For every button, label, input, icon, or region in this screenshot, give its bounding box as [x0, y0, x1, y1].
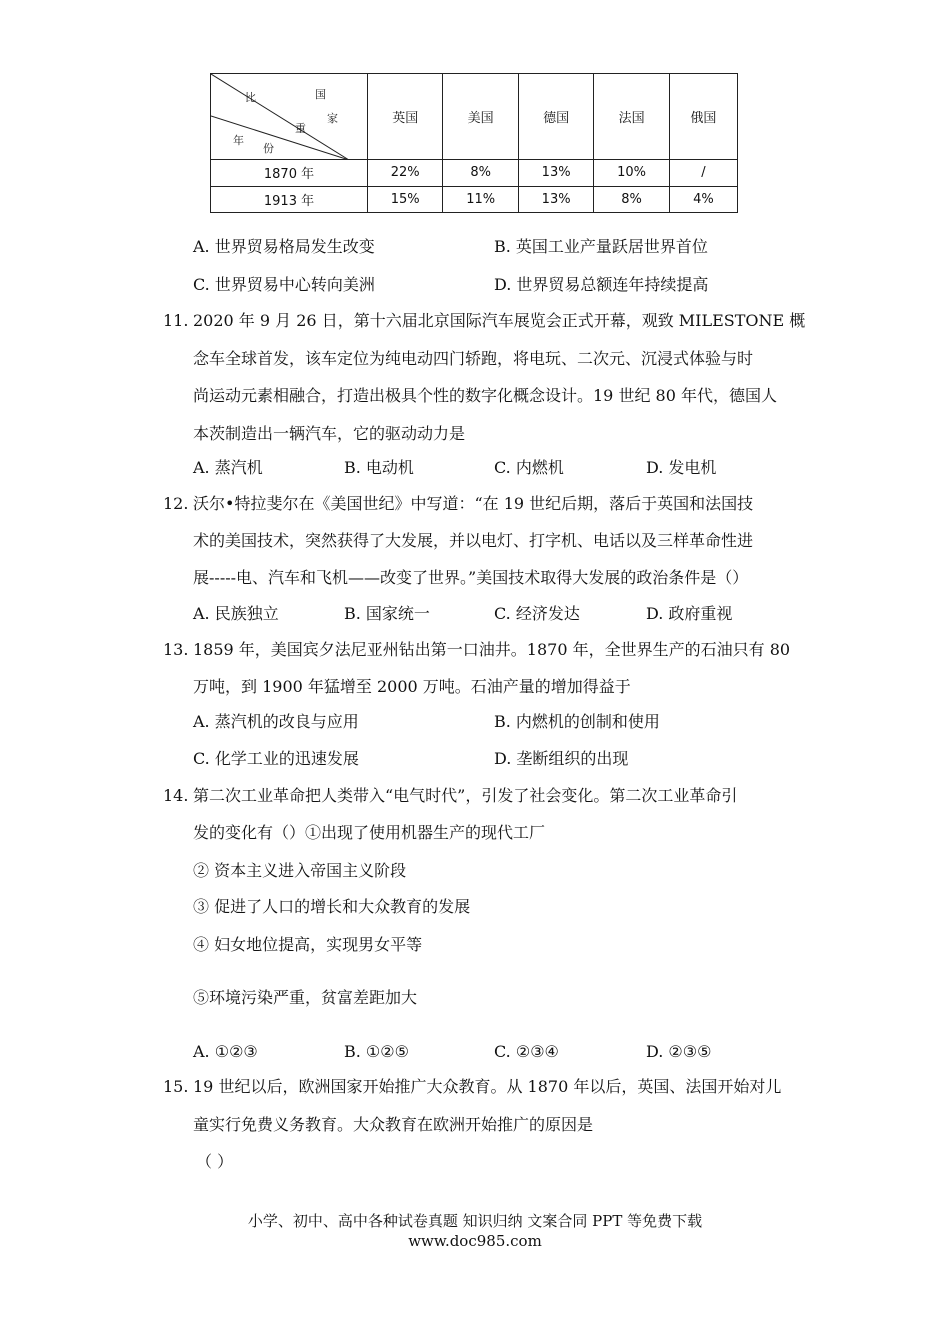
q13-stem-line: 万吨，到 1900 年猛增至 2000 万吨。石油产量的增加得益于: [193, 677, 631, 696]
q13-number: 13.: [163, 640, 189, 659]
table-cell: 15%: [368, 186, 443, 213]
footer-promo-text: 小学、初中、高中各种试卷真题 知识归纳 文案合同 PPT 等免费下载: [247, 1212, 703, 1230]
q14-stem-line: 第二次工业革命把人类带入“电气时代”，引发了社会变化。第二次工业革命引: [193, 786, 738, 805]
header-us: 美国: [443, 74, 518, 160]
q14-item: ③ 促进了人口的增长和大众教育的发展: [193, 897, 471, 916]
q10-option-a[interactable]: A. 世界贸易格局发生改变: [193, 237, 375, 256]
q11-stem-line: 念车全球首发，该车定位为纯电动四门轿跑，将电玩、二次元、沉浸式体验与时: [193, 349, 754, 368]
q11-stem-line: 2020 年 9 月 26 日，第十六届北京国际汽车展览会正式开幕，观致 MILESTONE 概: [193, 311, 806, 330]
table-row: [211, 160, 738, 187]
row-year: 1913 年: [211, 186, 368, 213]
corner-label-zhong: 重: [295, 122, 306, 135]
table-cell: 22%: [368, 160, 443, 187]
q15-stem-line: 童实行免费义务教育。大众教育在欧洲开始推广的原因是: [193, 1115, 594, 1134]
table-cell: 13%: [518, 160, 593, 187]
q11-option-d[interactable]: D. 发电机: [646, 458, 717, 477]
q13-option-b[interactable]: B. 内燃机的创制和使用: [494, 712, 660, 731]
corner-label-guo: 国: [315, 88, 326, 101]
table-row: [211, 186, 738, 213]
q11-stem-line: 本茨制造出一辆汽车，它的驱动动力是: [193, 424, 466, 443]
q14-number: 14.: [163, 786, 189, 805]
q11-stem-line: 尚运动元素相融合，打造出极具个性的数字化概念设计。19 世纪 80 年代，德国人: [193, 386, 777, 405]
table-cell: 8%: [594, 186, 669, 213]
q14-item: ④ 妇女地位提高，实现男女平等: [193, 935, 423, 954]
q14-stem-line: 发的变化有（）①出现了使用机器生产的现代工厂: [193, 823, 546, 842]
table-cell: 10%: [594, 160, 669, 187]
q12-option-a[interactable]: A. 民族独立: [193, 604, 279, 623]
q15-number: 15.: [163, 1077, 189, 1096]
q13-stem-line: 1859 年，美国宾夕法尼亚州钻出第一口油井。1870 年，全世界生产的石油只有 80: [193, 640, 791, 659]
q11-number: 11.: [163, 311, 189, 330]
q15-answer-paren: （ ）: [196, 1152, 234, 1171]
table-cell: 11%: [443, 186, 518, 213]
q12-stem-line: 沃尔•特拉斐尔在《美国世纪》中写道：“在 19 世纪后期，落后于英国和法国技: [193, 494, 754, 513]
q11-option-b[interactable]: B. 电动机: [344, 458, 414, 477]
q10-option-d[interactable]: D. 世界贸易总额连年持续提高: [494, 275, 709, 294]
q10-option-b[interactable]: B. 英国工业产量跃居世界首位: [494, 237, 708, 256]
q12-number: 12.: [163, 494, 189, 513]
q13-option-a[interactable]: A. 蒸汽机的改良与应用: [193, 712, 359, 731]
q14-option-b[interactable]: B. ①②⑤: [344, 1042, 409, 1061]
q13-option-c[interactable]: C. 化学工业的迅速发展: [193, 749, 359, 768]
q12-option-d[interactable]: D. 政府重视: [646, 604, 733, 623]
corner-label-nian: 年: [233, 134, 244, 147]
table-corner-cell: [211, 74, 368, 160]
q14-option-d[interactable]: D. ②③⑤: [646, 1042, 712, 1061]
q14-item: ⑤环境污染严重，贫富差距加大: [193, 988, 418, 1007]
footer-url[interactable]: www.doc985.com: [408, 1232, 542, 1250]
q14-option-a[interactable]: A. ①②③: [193, 1042, 258, 1061]
q12-stem-line: 展-----电、汽车和飞机——改变了世界。”美国技术取得大发展的政治条件是（）: [193, 568, 749, 587]
corner-label-jia: 家: [327, 112, 338, 125]
header-ru: 俄国: [669, 74, 737, 160]
q14-item: ② 资本主义进入帝国主义阶段: [193, 861, 407, 880]
q13-option-d[interactable]: D. 垄断组织的出现: [494, 749, 629, 768]
q11-option-c[interactable]: C. 内燃机: [494, 458, 564, 477]
q15-stem-line: 19 世纪以后，欧洲国家开始推广大众教育。从 1870 年以后，英国、法国开始对儿: [193, 1077, 782, 1096]
q10-option-c[interactable]: C. 世界贸易中心转向美洲: [193, 275, 375, 294]
row-year: 1870 年: [211, 160, 368, 187]
header-fr: 法国: [594, 74, 669, 160]
trade-share-table: [210, 73, 738, 213]
q12-option-b[interactable]: B. 国家统一: [344, 604, 430, 623]
header-uk: 英国: [368, 74, 443, 160]
q12-option-c[interactable]: C. 经济发达: [494, 604, 580, 623]
q14-option-c[interactable]: C. ②③④: [494, 1042, 559, 1061]
corner-label-fen: 份: [263, 142, 274, 155]
table-cell: 13%: [518, 186, 593, 213]
table-cell: /: [669, 160, 737, 187]
q11-option-a[interactable]: A. 蒸汽机: [193, 458, 263, 477]
q12-stem-line: 术的美国技术，突然获得了大发展，并以电灯、打字机、电话以及三样革命性进: [193, 531, 754, 550]
corner-label-bi: 比: [245, 91, 256, 104]
header-de: 德国: [518, 74, 593, 160]
table-cell: 8%: [443, 160, 518, 187]
table-cell: 4%: [669, 186, 737, 213]
